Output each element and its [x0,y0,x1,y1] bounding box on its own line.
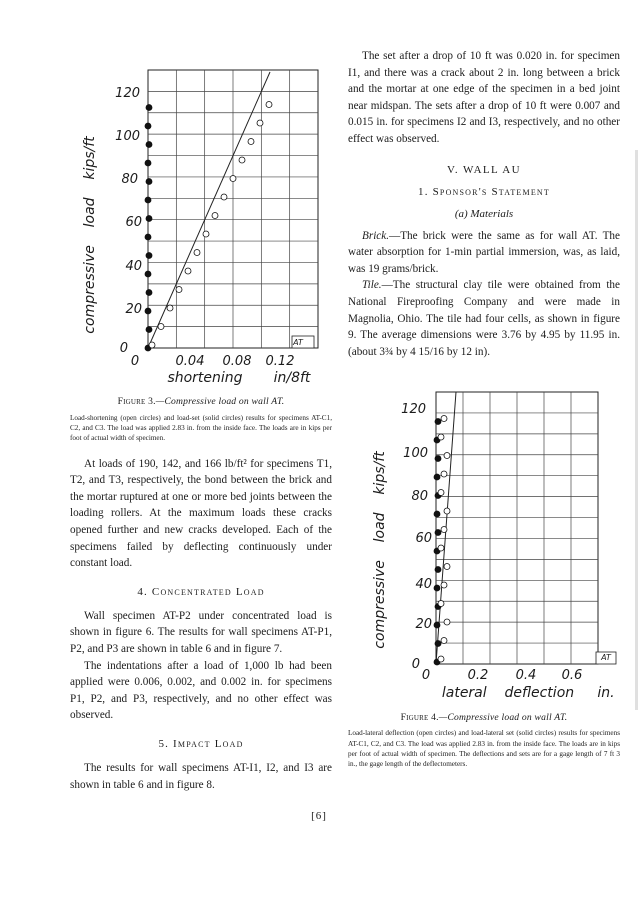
figure-3-plot [70,40,332,390]
fig4-load-point [438,545,444,551]
fig3-load-point [167,305,173,311]
figure-3-caption-title: —Compressive load on wall AT. [155,396,285,407]
figure-4-plot [348,370,620,710]
fig3-load-point [185,268,191,274]
left-paragraph-4: The results for wall specimens AT-I1, I2, and I3 are shown in table 6 and in figure 8. [70,761,332,791]
fig3-xtick-0: 0 [130,354,140,369]
figure-4-marks [434,392,456,665]
fig4-x-axis-label: lateral deflection [441,685,575,702]
figure-4-caption-note: Load-lateral deflection (open circles) and load-lateral set (solid circles) results for specimens AT-C1, C2, and C3. The load was applied 2.83 in. from the inside face. The loads are in kips per foot of actual width of specimen. The deflections and sets are for a gage length of 7 ft 3 in., the gage length of the deflectometers. [348,729,620,768]
fig3-load-point [266,102,272,108]
page-number: [6] [311,810,327,822]
right-column [348,48,620,769]
heading-materials: (a) Materials [454,207,514,220]
fig4-x-unit: in. [597,685,615,702]
fig3-y-axis-label: compressive load kips/ft [82,136,98,334]
fig4-ytick-20: 20 [415,617,432,633]
fig3-set-point [145,160,151,166]
fig4-load-point [441,527,447,533]
fig3-set-point [146,105,152,111]
brick-paragraph [348,228,620,278]
fig3-set-point [146,142,152,148]
fig4-load-point [444,564,450,570]
fig4-load-point [444,508,450,514]
left-paragraph-3: The indentations after a load of 1,000 lb had been applied were 0.006, 0.002, and 0.002 in. for specimens P1, P2, and P3, respectively, and no other effect was observed. [70,659,332,722]
section-title-wall-au: V. WALL AU [447,163,521,176]
fig4-load-point [438,434,444,440]
fig3-xtick-2: 0.08 [222,354,252,369]
fig4-xtick-3: 0.6 [561,668,583,684]
heading-sponsor-statement: 1. Sponsor's Statement [418,185,550,198]
tile-paragraph [348,277,620,360]
figure-3-grid [148,70,318,348]
fig4-xtick-1: 0.2 [467,668,489,684]
fig4-load-point [444,619,450,625]
fig3-x-axis-label: shortening [167,370,243,386]
figure-3-x-ticks [131,354,295,369]
tile-label: Tile. [362,279,382,292]
fig3-set-point [145,234,151,240]
fig3-ytick-0: 0 [119,341,128,356]
fig3-set-point [146,253,152,259]
fig3-set-point [146,327,152,333]
fig3-ytick-60: 60 [125,215,142,230]
fig4-load-point [441,416,447,422]
fig3-load-point [149,342,155,348]
fig4-set-point [435,419,441,425]
fig3-set-point [145,197,151,203]
figure-4-caption-title: —Compressive load on wall AT. [438,712,568,724]
right-paragraph-1: The set after a drop of 10 ft was 0.020 in. for specimen I1, and there was a crack about 2 in. long between a brick and the mortar at one edge of the specimen in a bed joint near midspan. The sets after a drop of 10 ft were 0.007 and 0.015 in. for specimens I2 and I3, respectively, and no other effect was observed. [348,50,620,145]
fig3-set-point [146,290,152,296]
fig3-ytick-20: 20 [125,302,142,317]
fig3-set-point [145,308,151,314]
fig4-load-point [438,656,444,662]
fig3-load-point [176,287,182,293]
fig4-ytick-0: 0 [411,657,420,673]
fig4-xtick-2: 0.4 [515,668,537,684]
fig3-ytick-120: 120 [115,86,140,101]
figure-4-x-ticks [422,668,582,683]
fig3-load-point [221,194,227,200]
fig4-ytick-80: 80 [411,489,428,505]
figure-3 [70,40,332,390]
left-column [70,40,332,793]
figure-4-grid [436,392,616,664]
fig3-load-point [230,176,236,182]
tile-text: —The structural clay tile were obtained from the National Fireproofing Company and were made in Magnolia, Ohio. The tile had four cells, as shown in figure 9. The average dimensions were 3.76 by 4.95 by 11.95 in. (about 3¾ by 4 15/16 by 12 in). [348,279,620,358]
figure-3-marks [145,72,272,351]
figure-3-caption-note: Load-shortening (open circles) and load-set (solid circles) results for specimens AT-C1, C2, and C3. The load was applied 2.83 in. from the inside face. The loads are in kips per foot of actual width of specimen. [70,414,332,443]
brick-text: —The brick were the same as for wall AT. The water absorption for 1-min partial immersion, was, as laid, was 19 grams/brick. [348,229,620,275]
fig4-ytick-40: 40 [415,577,432,593]
fig4-set-point [434,511,440,517]
fig4-load-point [444,453,450,459]
fig3-load-point [203,231,209,237]
figure-4-caption-label: Figure 4. [400,712,439,724]
fig4-load-point [441,582,447,588]
figure-4-y-ticks [401,402,432,672]
fig3-load-point [158,324,164,330]
fig4-load-point [441,638,447,644]
fig4-load-point [438,601,444,607]
figure-3-y-ticks [115,86,142,356]
fig4-set-point [434,622,440,628]
heading-impact-load: 5. Impact Load [158,737,244,750]
fig3-set-point [145,123,151,129]
fig3-tag: AT [293,338,303,347]
fig3-load-point [248,139,254,145]
fig4-ytick-120: 120 [401,402,426,418]
fig3-load-point [194,250,200,256]
figure-4 [348,370,620,710]
fig4-set-point [435,641,441,647]
fig4-y-axis-label: compressive load kips/ft [372,451,388,649]
figure-3-caption-label: Figure 3. [117,396,156,407]
fig3-xtick-3: 0.12 [265,354,295,369]
fig3-load-point [239,157,245,163]
fig3-trend-line [148,72,270,348]
fig3-ytick-40: 40 [125,259,142,274]
fig3-load-point [212,213,218,219]
fig4-ytick-60: 60 [415,531,432,547]
heading-concentrated-load: 4. Concentrated Load [137,585,265,598]
fig3-load-point [257,120,263,126]
figure-3-caption [70,396,332,407]
fig4-ytick-100: 100 [403,446,428,462]
figure-4-caption [348,712,620,723]
fig4-load-point [438,490,444,496]
brick-label: Brick. [362,229,390,242]
fig3-x-unit: in/8ft [273,370,311,386]
fig4-tag: AT [601,653,611,663]
fig3-set-point [146,179,152,185]
fig4-set-point [434,585,440,591]
fig3-ytick-100: 100 [115,129,140,144]
fig3-ytick-80: 80 [121,172,138,187]
fig3-set-point [145,271,151,277]
fig3-set-point [146,216,152,222]
left-paragraph-1: At loads of 190, 142, and 166 lb/ft² for specimens T1, T2, and T3, respectively, the bond between the brick and the mortar ruptured at one or more bed joints between the loading rollers. At the maximum loads these cracks opened further and new cracks developed. Each of the specimens failed by deflecting continuously under constant load. [70,457,332,570]
left-paragraph-2: Wall specimen AT-P2 under concentrated load is shown in figure 6. The results for wall specimens AT-P1, P2, and P3 are shown in table 6 and in figure 7. [70,609,332,655]
fig4-load-point [441,471,447,477]
fig4-set-point [434,474,440,480]
fig4-set-point [435,530,441,536]
fig4-set-point [435,456,441,462]
fig4-set-point [435,567,441,573]
fig4-xtick-0: 0 [421,668,431,684]
fig3-xtick-1: 0.04 [175,354,205,369]
